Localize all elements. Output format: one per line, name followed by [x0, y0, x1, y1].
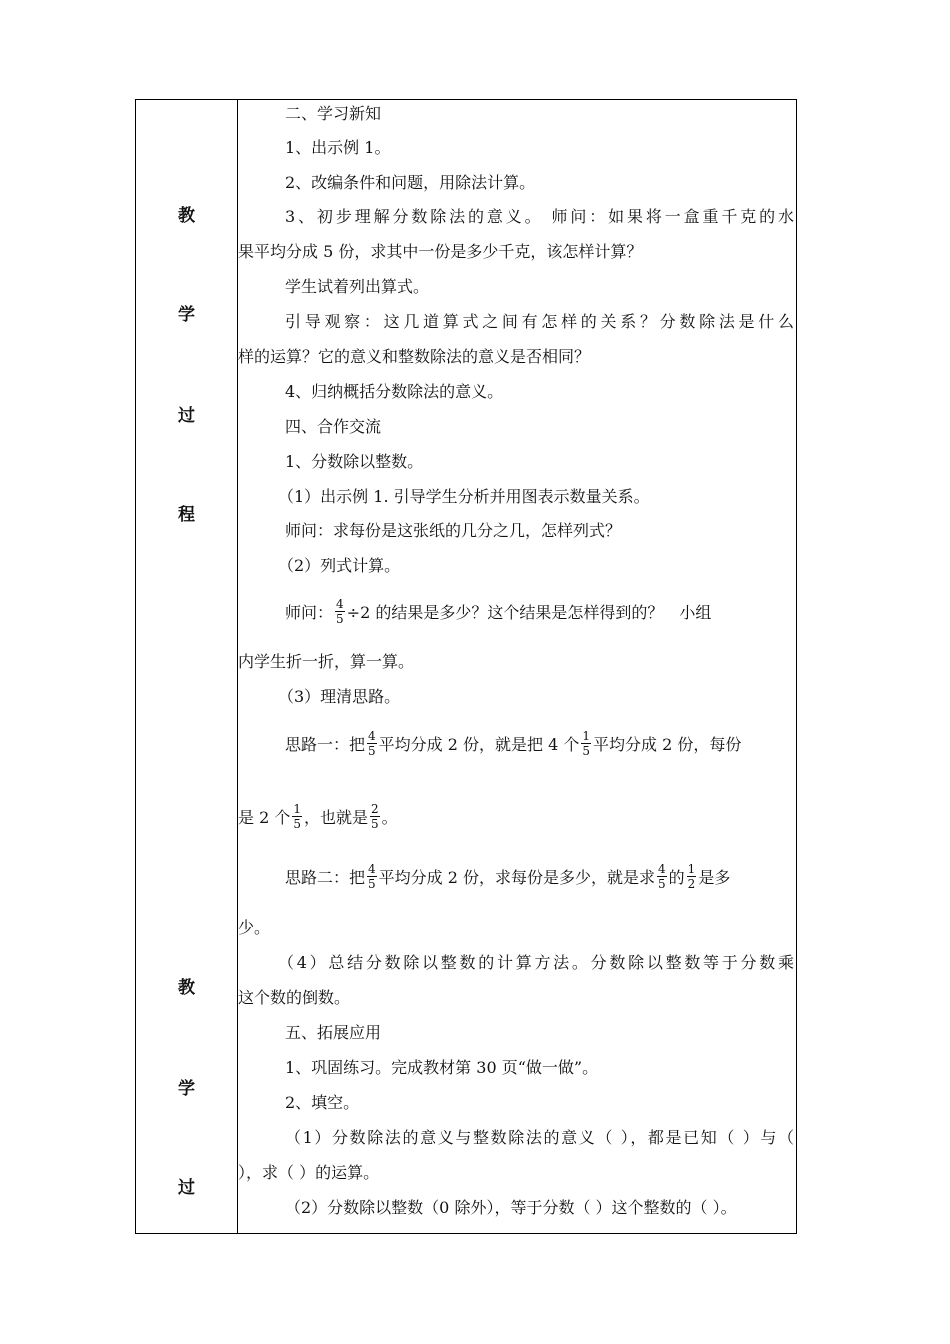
side-label-guo-2: 过 — [178, 1178, 195, 1198]
text-line-with-fraction — [238, 598, 794, 628]
fraction-one-fifth: $\frac{1}{5}$ — [293, 802, 301, 831]
text-line: 3、初步理解分数除法的意义。 师问：如果将一盒重千克的水 — [285, 207, 794, 226]
text-segment: 思路一：把 — [285, 735, 366, 754]
text-line: 1、出示例 1。 — [285, 138, 391, 157]
text-segment: ÷2 的结果是多少？这个结果是怎样得到的？ 小组 — [346, 603, 712, 622]
side-label-guo-1: 过 — [178, 406, 195, 426]
text-line-with-fraction — [238, 803, 794, 833]
text-line-with-fraction — [238, 730, 794, 760]
text-line-with-fraction — [238, 863, 794, 893]
fraction-four-fifths: $\frac{4}{5}$ — [368, 729, 376, 758]
fraction-two-fifths: $\frac{2}{5}$ — [371, 802, 379, 831]
text-line: 2、改编条件和问题，用除法计算。 — [285, 173, 536, 192]
text-line: （2）列式计算。 — [278, 556, 401, 575]
text-segment: 的 — [668, 868, 685, 887]
text-line: ），求（ ）的运算。 — [238, 1163, 380, 1182]
fraction-four-fifths: $\frac{4}{5}$ — [658, 862, 666, 891]
fraction-one-half: $\frac{1}{2}$ — [687, 862, 696, 891]
lesson-table — [135, 99, 797, 1234]
text-line: 果平均分成 5 份，求其中一份是多少千克，该怎样计算？ — [238, 242, 643, 261]
text-line: 五、拓展应用 — [285, 1023, 382, 1042]
text-segment: 平均分成 2 份，每份 — [593, 735, 742, 754]
text-line: 二、学习新知 — [285, 104, 382, 123]
text-line: 2、填空。 — [285, 1093, 360, 1112]
side-label-xue-1: 学 — [178, 305, 195, 325]
text-line: 学生试着列出算式。 — [285, 277, 430, 296]
text-segment: 思路二：把 — [285, 868, 366, 887]
side-label-jiao-2: 教 — [178, 978, 195, 998]
text-line: 1、分数除以整数。 — [285, 452, 424, 471]
text-segment: 平均分成 2 份，就是把 4 个 — [378, 735, 580, 754]
text-line: 师问：求每份是这张纸的几分之几，怎样列式？ — [285, 521, 622, 540]
text-segment: 。 — [381, 808, 398, 827]
text-segment: ，也就是 — [304, 808, 369, 827]
fraction-four-fifths: $\frac{4}{5}$ — [368, 862, 376, 891]
fraction-four-fifths: $\frac{4}{5}$ — [336, 597, 344, 626]
text-line: （3）理清思路。 — [278, 687, 401, 706]
text-line: 引导观察：这几道算式之间有怎样的关系？分数除法是什么 — [285, 312, 794, 331]
fraction-one-fifth: $\frac{1}{5}$ — [582, 729, 591, 758]
text-segment: 师问： — [285, 603, 334, 622]
side-label-cheng: 程 — [178, 505, 195, 525]
text-line: 4、归纳概括分数除法的意义。 — [285, 382, 504, 401]
text-line: 这个数的倒数。 — [238, 988, 351, 1007]
text-line: （1）分数除法的意义与整数除法的意义（ ），都是已知（ ）与（ — [285, 1128, 794, 1147]
text-segment: 是 2 个 — [238, 808, 291, 827]
text-line: 样的运算？它的意义和整数除法的意义是否相同？ — [238, 347, 591, 366]
side-label-xue-2: 学 — [178, 1079, 195, 1099]
text-line: 1、巩固练习。完成教材第 30 页“做一做”。 — [285, 1058, 599, 1077]
text-line: 四、合作交流 — [285, 417, 382, 436]
text-segment: 平均分成 2 份，求每份是多少，就是求 — [378, 868, 656, 887]
text-line: （4）总结分数除以整数的计算方法。分数除以整数等于分数乘 — [278, 953, 794, 972]
text-line: 少。 — [238, 918, 271, 937]
text-line: 内学生折一折，算一算。 — [238, 652, 415, 671]
text-segment: 是多 — [698, 868, 731, 887]
text-line: （2）分数除以整数（0 除外），等于分数（ ）这个整数的（ ）。 — [285, 1198, 737, 1217]
text-line: （1）出示例 1. 引导学生分析并用图表示数量关系。 — [278, 487, 650, 506]
side-label-jiao-1: 教 — [178, 206, 195, 226]
